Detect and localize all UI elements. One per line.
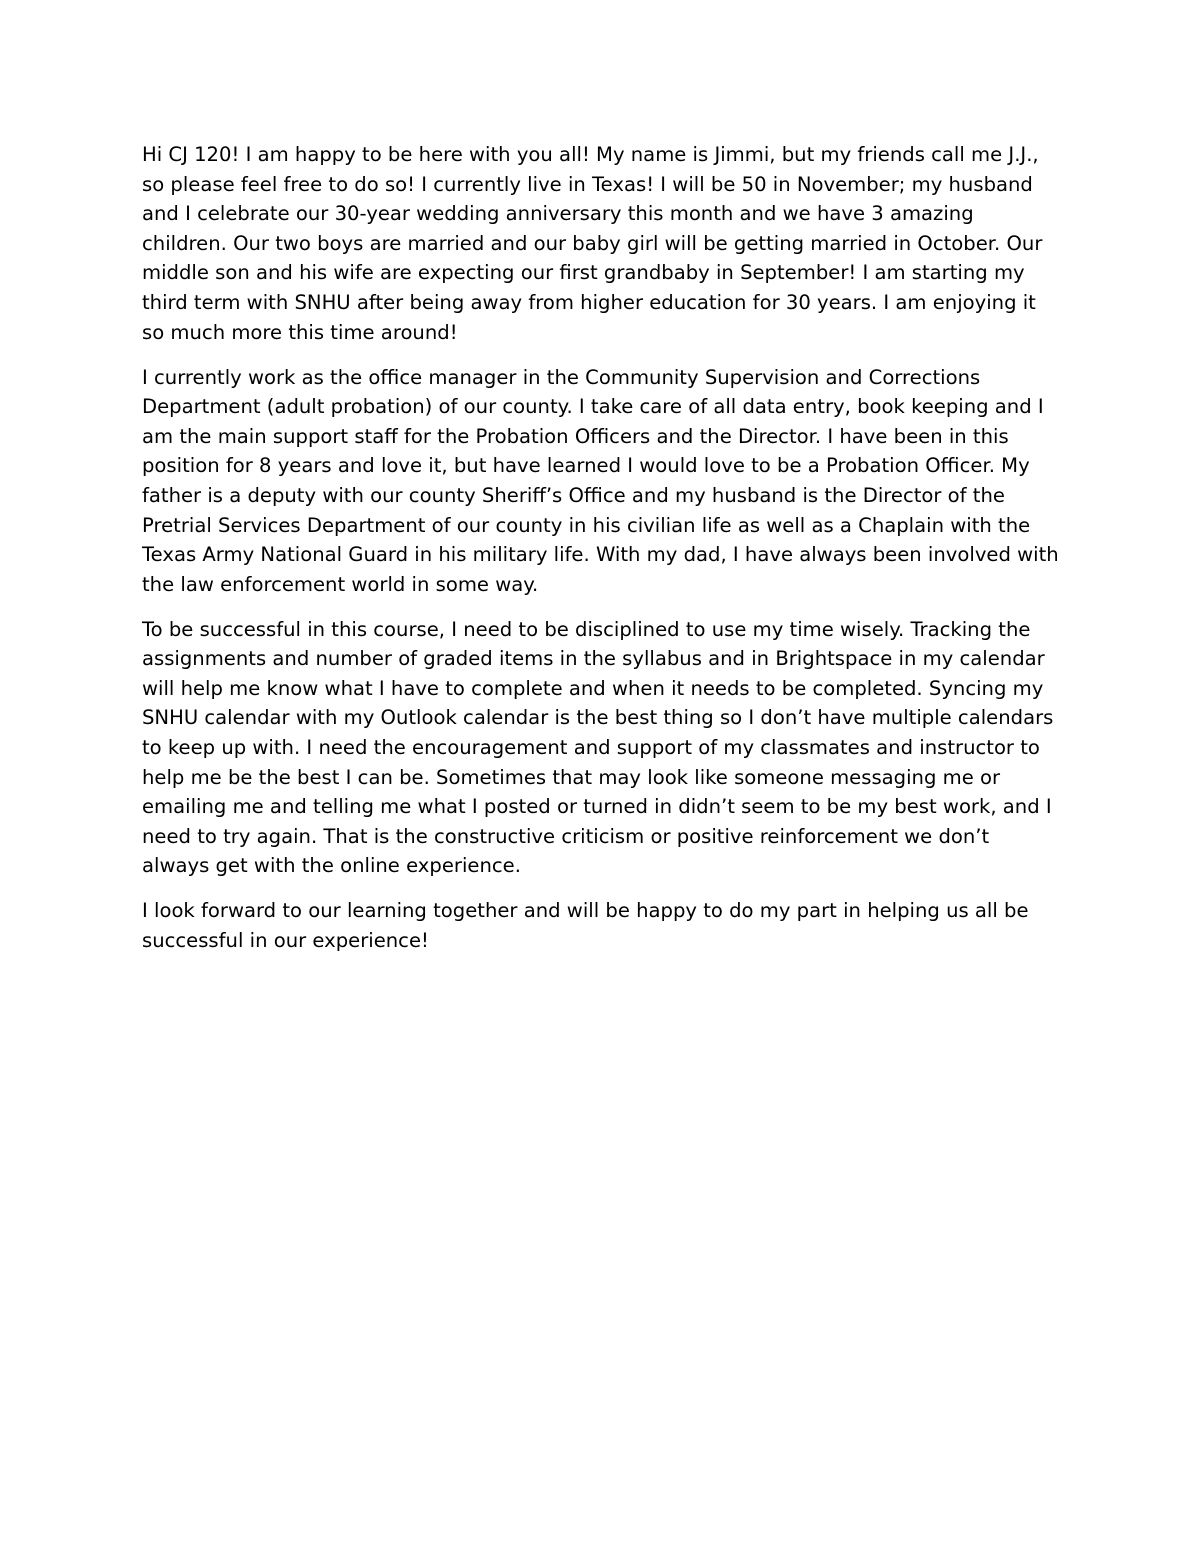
paragraph-introduction: Hi CJ 120! I am happy to be here with you all! My name is Jimmi, but my friends call me J.J., so please feel free to do so! I currently live in Texas! I will be 50 in November; my husband and I celebrate our 30-year wedding anniversary this month and we have 3 amazing children. Our two boys are married and our baby girl will be getting married in October. Our middle son and his wife are expecting our first grandbaby in September! I am starting my third term with SNHU after being away from higher education for 30 years. I am enjoying it so much more this time around! bbox=[142, 143, 1043, 344]
paragraph-closing: I look forward to our learning together and will be happy to do my part in helping us all be successful in our experience! bbox=[142, 899, 1029, 953]
document-body bbox=[142, 140, 1060, 956]
paragraph-work-background: I currently work as the office manager in the Community Supervision and Corrections Department (adult probation) of our county. I take care of all data entry, book keeping and I am the main support staff for the Probation Officers and the Director. I have been in this position for 8 years and love it, but have learned I would love to be a Probation Officer. My father is a deputy with our county Sheriff’s Office and my husband is the Director of the Pretrial Services Department of our county in his civilian life as well as a Chaplain with the Texas Army National Guard in his military life. With my dad, I have always been involved with the law enforcement world in some way. bbox=[142, 365, 1059, 596]
paragraph-course-success: To be successful in this course, I need to be disciplined to use my time wisely. Tracking the assignments and number of graded items in the syllabus and in Brightspace in my calendar will help me know what I have to complete and when it needs to be completed. Syncing my SNHU calendar with my Outlook calendar is the best thing so I don’t have multiple calendars to keep up with. I need the encouragement and support of my classmates and instructor to help me be the best I can be. Sometimes that may look like someone messaging me or emailing me and telling me what I posted or turned in didn’t seem to be my best work, and I need to try again. That is the constructive criticism or positive reinforcement we don’t always get with the online experience. bbox=[142, 617, 1054, 878]
